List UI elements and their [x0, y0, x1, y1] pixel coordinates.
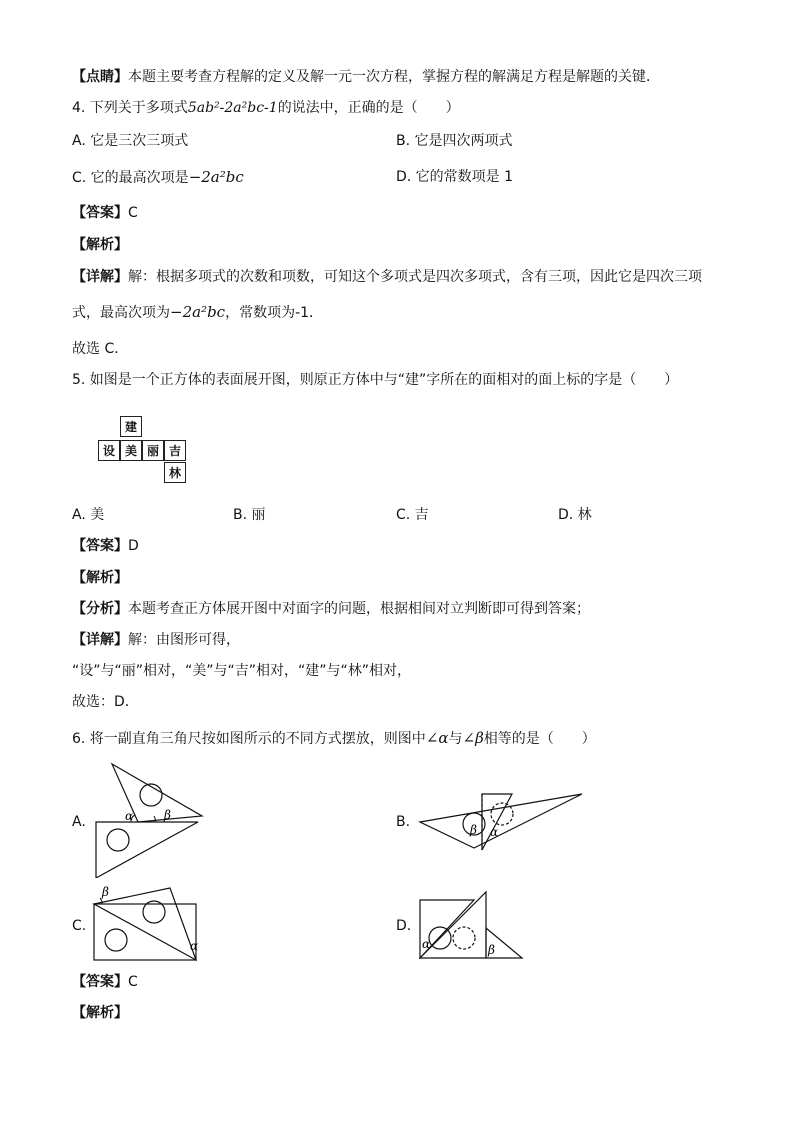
q6-label-d: D. [396, 918, 412, 934]
q4-detail-2-post: ，常数项为-1． [225, 305, 324, 321]
net-cell-4: 吉 [164, 440, 186, 461]
q4-answer-value: C [128, 205, 138, 221]
q4-stem [72, 99, 460, 117]
dianjing-tag: 【点睛】 [72, 69, 128, 85]
q5-option-a: A. 美 [72, 507, 105, 523]
q4-detail-2-pre: 式，最高次项为 [72, 305, 170, 321]
q4-detail-2-math: −2a²bc [170, 303, 226, 321]
net-cell-3: 丽 [142, 440, 164, 461]
fig-b-alpha-label: α [490, 825, 499, 839]
q5-detail-tag: 【详解】 [72, 632, 128, 648]
q5-answer [72, 537, 139, 555]
q6-answer-value: C [128, 974, 138, 990]
fig-b-beta-label: β [470, 823, 477, 837]
q4-option-d: D. 它的常数项是 1 [396, 169, 514, 185]
q4-stem-post: 的说法中，正确的是（ ） [277, 100, 460, 116]
q6-label-c: C. [72, 918, 87, 934]
q6-figure-a [88, 758, 218, 878]
q6-answer [72, 973, 138, 991]
fig-d-alpha-label: α [422, 937, 431, 951]
q5-analysis-tag: 【解析】 [72, 570, 128, 586]
q6-stem-mid: 与 [448, 731, 463, 747]
cube-net-figure [96, 416, 192, 486]
q5-option-b: B. 丽 [233, 507, 266, 523]
q6-label-a: A. [72, 814, 86, 830]
q6-figure-b [416, 790, 586, 856]
q4-detail-1 [72, 268, 702, 286]
q6-analysis-tag: 【解析】 [72, 1005, 128, 1021]
net-cell-bottom: 林 [164, 462, 186, 483]
q6-angle-beta: ∠β [462, 729, 484, 747]
fig-c-beta-label: β [102, 885, 109, 899]
fig-d-beta-label: β [488, 943, 495, 957]
q4-detail-1-text: 解：根据多项式的次数和项数，可知这个多项式是四次多项式，含有三项，因此它是四次三项 [128, 269, 702, 285]
q4-expression: 5ab²-2a²bc-1 [187, 100, 278, 116]
q5-answer-value: D [128, 538, 139, 554]
q6-stem-post: 相等的是（ ） [483, 731, 596, 747]
q4-option-b: B. 它是四次两项式 [396, 133, 513, 149]
net-cell-1: 设 [98, 440, 120, 461]
q6-figure-d [416, 890, 526, 962]
q6-angle-alpha: ∠α [425, 729, 449, 747]
net-cell-2: 美 [120, 440, 142, 461]
fig-a-beta-label: β [164, 808, 171, 822]
q5-answer-tag: 【答案】 [72, 538, 128, 554]
q4-answer [72, 204, 138, 222]
q5-option-d: D. 林 [558, 507, 592, 523]
q4-option-c [72, 168, 244, 187]
q4-option-c-text: C. 它的最高次项是 [72, 170, 189, 186]
q6-stem-pre: 6. 将一副直角三角尺按如图所示的不同方式摆放，则图中 [72, 731, 426, 747]
q4-answer-tag: 【答案】 [72, 205, 128, 221]
q5-detail-1-text: 解：由图形可得， [128, 632, 240, 648]
q5-stem: 5. 如图是一个正方体的表面展开图，则原正方体中与“建”字所在的面相对的面上标的字是（ ） [72, 372, 679, 388]
q6-figure-c [90, 882, 210, 962]
q5-fenxi-text: 本题考查正方体展开图中对面字的问题，根据相间对立判断即可得到答案； [128, 601, 590, 617]
q4-analysis-tag: 【解析】 [72, 237, 128, 253]
q5-detail-2: “设”与“丽”相对，“美”与“吉”相对，“建”与“林”相对， [72, 663, 412, 679]
q5-option-c: C. 吉 [396, 507, 429, 523]
q6-stem [72, 729, 596, 748]
fig-a-alpha-label: α [125, 809, 134, 823]
q4-detail-2 [72, 303, 323, 322]
dianjing-line [72, 68, 660, 86]
net-cell-top: 建 [120, 416, 142, 437]
q5-conclusion: 故选：D． [72, 694, 139, 710]
q6-answer-tag: 【答案】 [72, 974, 128, 990]
dianjing-text: 本题主要考查方程解的定义及解一元一次方程，掌握方程的解满足方程是解题的关键． [128, 69, 660, 85]
q6-label-b: B. [396, 814, 411, 830]
q5-fenxi-tag: 【分析】 [72, 601, 128, 617]
q4-option-c-math: −2a²bc [188, 168, 244, 186]
q4-option-a: A. 它是三次三项式 [72, 133, 189, 149]
q4-stem-pre: 4. 下列关于多项式 [72, 100, 188, 116]
fig-c-alpha-label: α [190, 939, 199, 953]
q4-detail-tag: 【详解】 [72, 269, 128, 285]
q5-detail-1 [72, 631, 240, 649]
q4-conclusion: 故选 C． [72, 341, 129, 357]
q5-fenxi [72, 600, 590, 618]
